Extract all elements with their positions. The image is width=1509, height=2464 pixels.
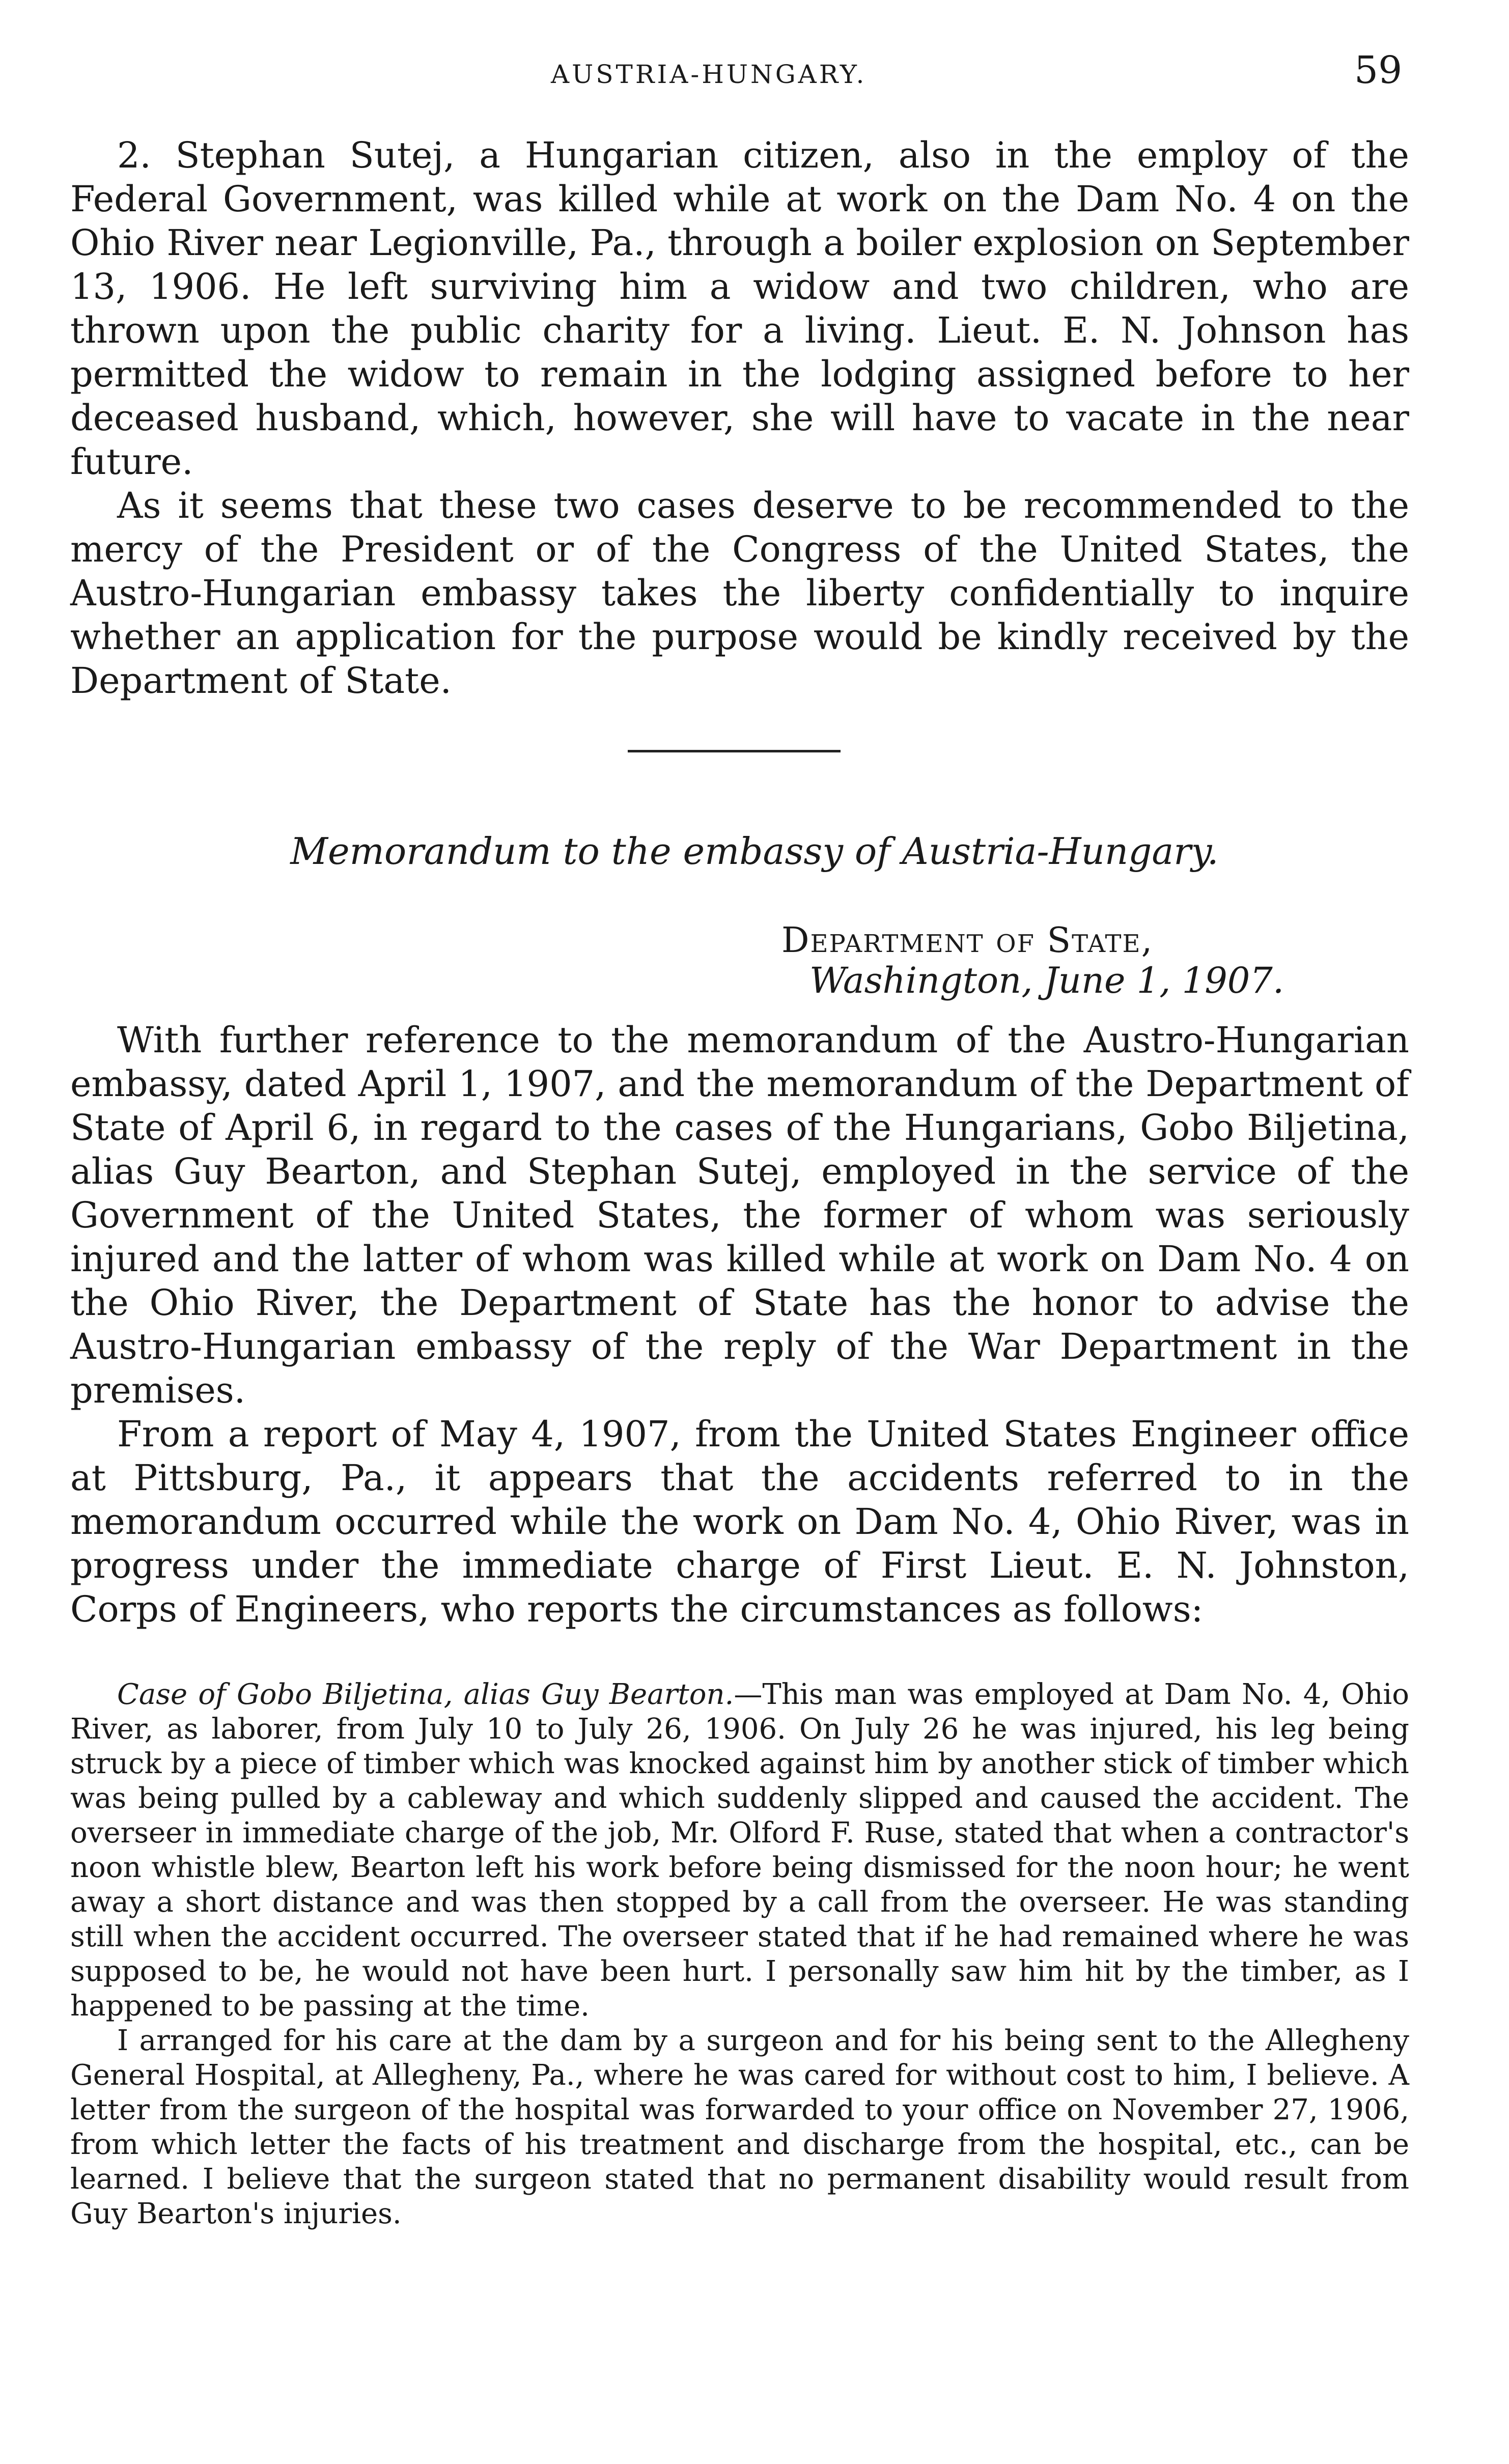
memorandum-heading: Memorandum to the embassy of Austria-Hungary.: [290, 830, 1219, 873]
paragraph-inquiry: As it seems that these two cases deserve to be recommended to the mercy of the President or of the Congress of the United States, the Austro-Hungarian embassy takes the liberty confidentially to inquire whether an application for the purpose would be kindly received by the Department of State.: [70, 485, 1409, 702]
paragraph-hospital-care: I arranged for his care at the dam by a surgeon and for his being sent to the Allegheny General Hospital, at Allegheny, Pa., where he was cared for without cost to him, I believe. A letter from the surgeon of the hospital was forwarded to your office on November 27, 1906, from which letter the facts of his treatment and discharge from the hospital, etc., can be learned. I believe that the surgeon stated that no permanent disability would result from Guy Bearton's injuries.: [70, 2024, 1409, 2230]
paragraph-engineer-report: From a report of May 4, 1907, from the United States Engineer office at Pittsburg, Pa., it appears that the accidents referred to in the memorandum occurred while the work on Dam No. 4, Ohio River, was in progress under the immediate charge of First Lieut. E. N. Johnston, Corps of Engineers, who reports the circumstances as follows:: [70, 1413, 1409, 1630]
case-title: Case of Gobo Biljetina, alias Guy Bearton.: [117, 1678, 734, 1711]
department-signature: Department of State,: [781, 920, 1154, 961]
memorandum-body: [70, 1018, 1409, 1631]
quoted-report: [70, 1677, 1409, 2231]
paragraph-further-reference: With further reference to the memorandum of the Austro-Hungarian embassy, dated April 1, 1907, and the memorandum of the Department of State of April 6, in regard to the cases of the Hungarians, Gobo Biljetina, alias Guy Bearton, and Stephan Sutej, employed in the service of the Government of the United States, the former of whom was seriously injured and the latter of whom was killed while at work on Dam No. 4 on the Ohio River, the Department of State has the honor to advise the Austro-Hungarian embassy of the reply of the War Department in the premises.: [70, 1019, 1409, 1411]
case-paragraph: [70, 1677, 1409, 2024]
paragraph-sutej-case: 2. Stephan Sutej, a Hungarian citizen, also in the employ of the Federal Government, was killed while at work on the Dam No. 4 on the Ohio River near Legionville, Pa., through a boiler explosion on September 13, 1906. He left surviving him a widow and two children, who are thrown upon the public charity for a living. Lieut. E. N. Johnson has permitted the widow to remain in the lodging assigned before to her deceased husband, which, however, she will have to vacate in the near future.: [70, 134, 1409, 483]
dateline: Washington, June 1, 1907.: [809, 960, 1284, 1001]
page-number: 59: [1354, 48, 1403, 92]
running-head: [0, 48, 1509, 94]
case-text: —This man was employed at Dam No. 4, Ohio River, as laborer, from July 10 to July 26, 1906. On July 26 he was injured, his leg being struck by a piece of timber which was knocked against him by another stick of timber which was being pulled by a cableway and which suddenly slipped and caused the accident. The overseer in immediate charge of the job, Mr. Olford F. Ruse, stated that when a contractor's noon whistle blew, Bearton left his work before being dismissed for the noon hour; he went away a short distance and was then stopped by a call from the overseer. He was standing still when the accident occurred. The overseer stated that if he had remained where he was supposed to be, he would not have been hurt. I personally saw him hit by the timber, as I happened to be passing at the time.: [70, 1678, 1409, 2023]
running-title: AUSTRIA-HUNGARY.: [551, 60, 867, 89]
embassy-memorandum-continuation: [70, 133, 1409, 703]
section-divider: [628, 750, 841, 752]
